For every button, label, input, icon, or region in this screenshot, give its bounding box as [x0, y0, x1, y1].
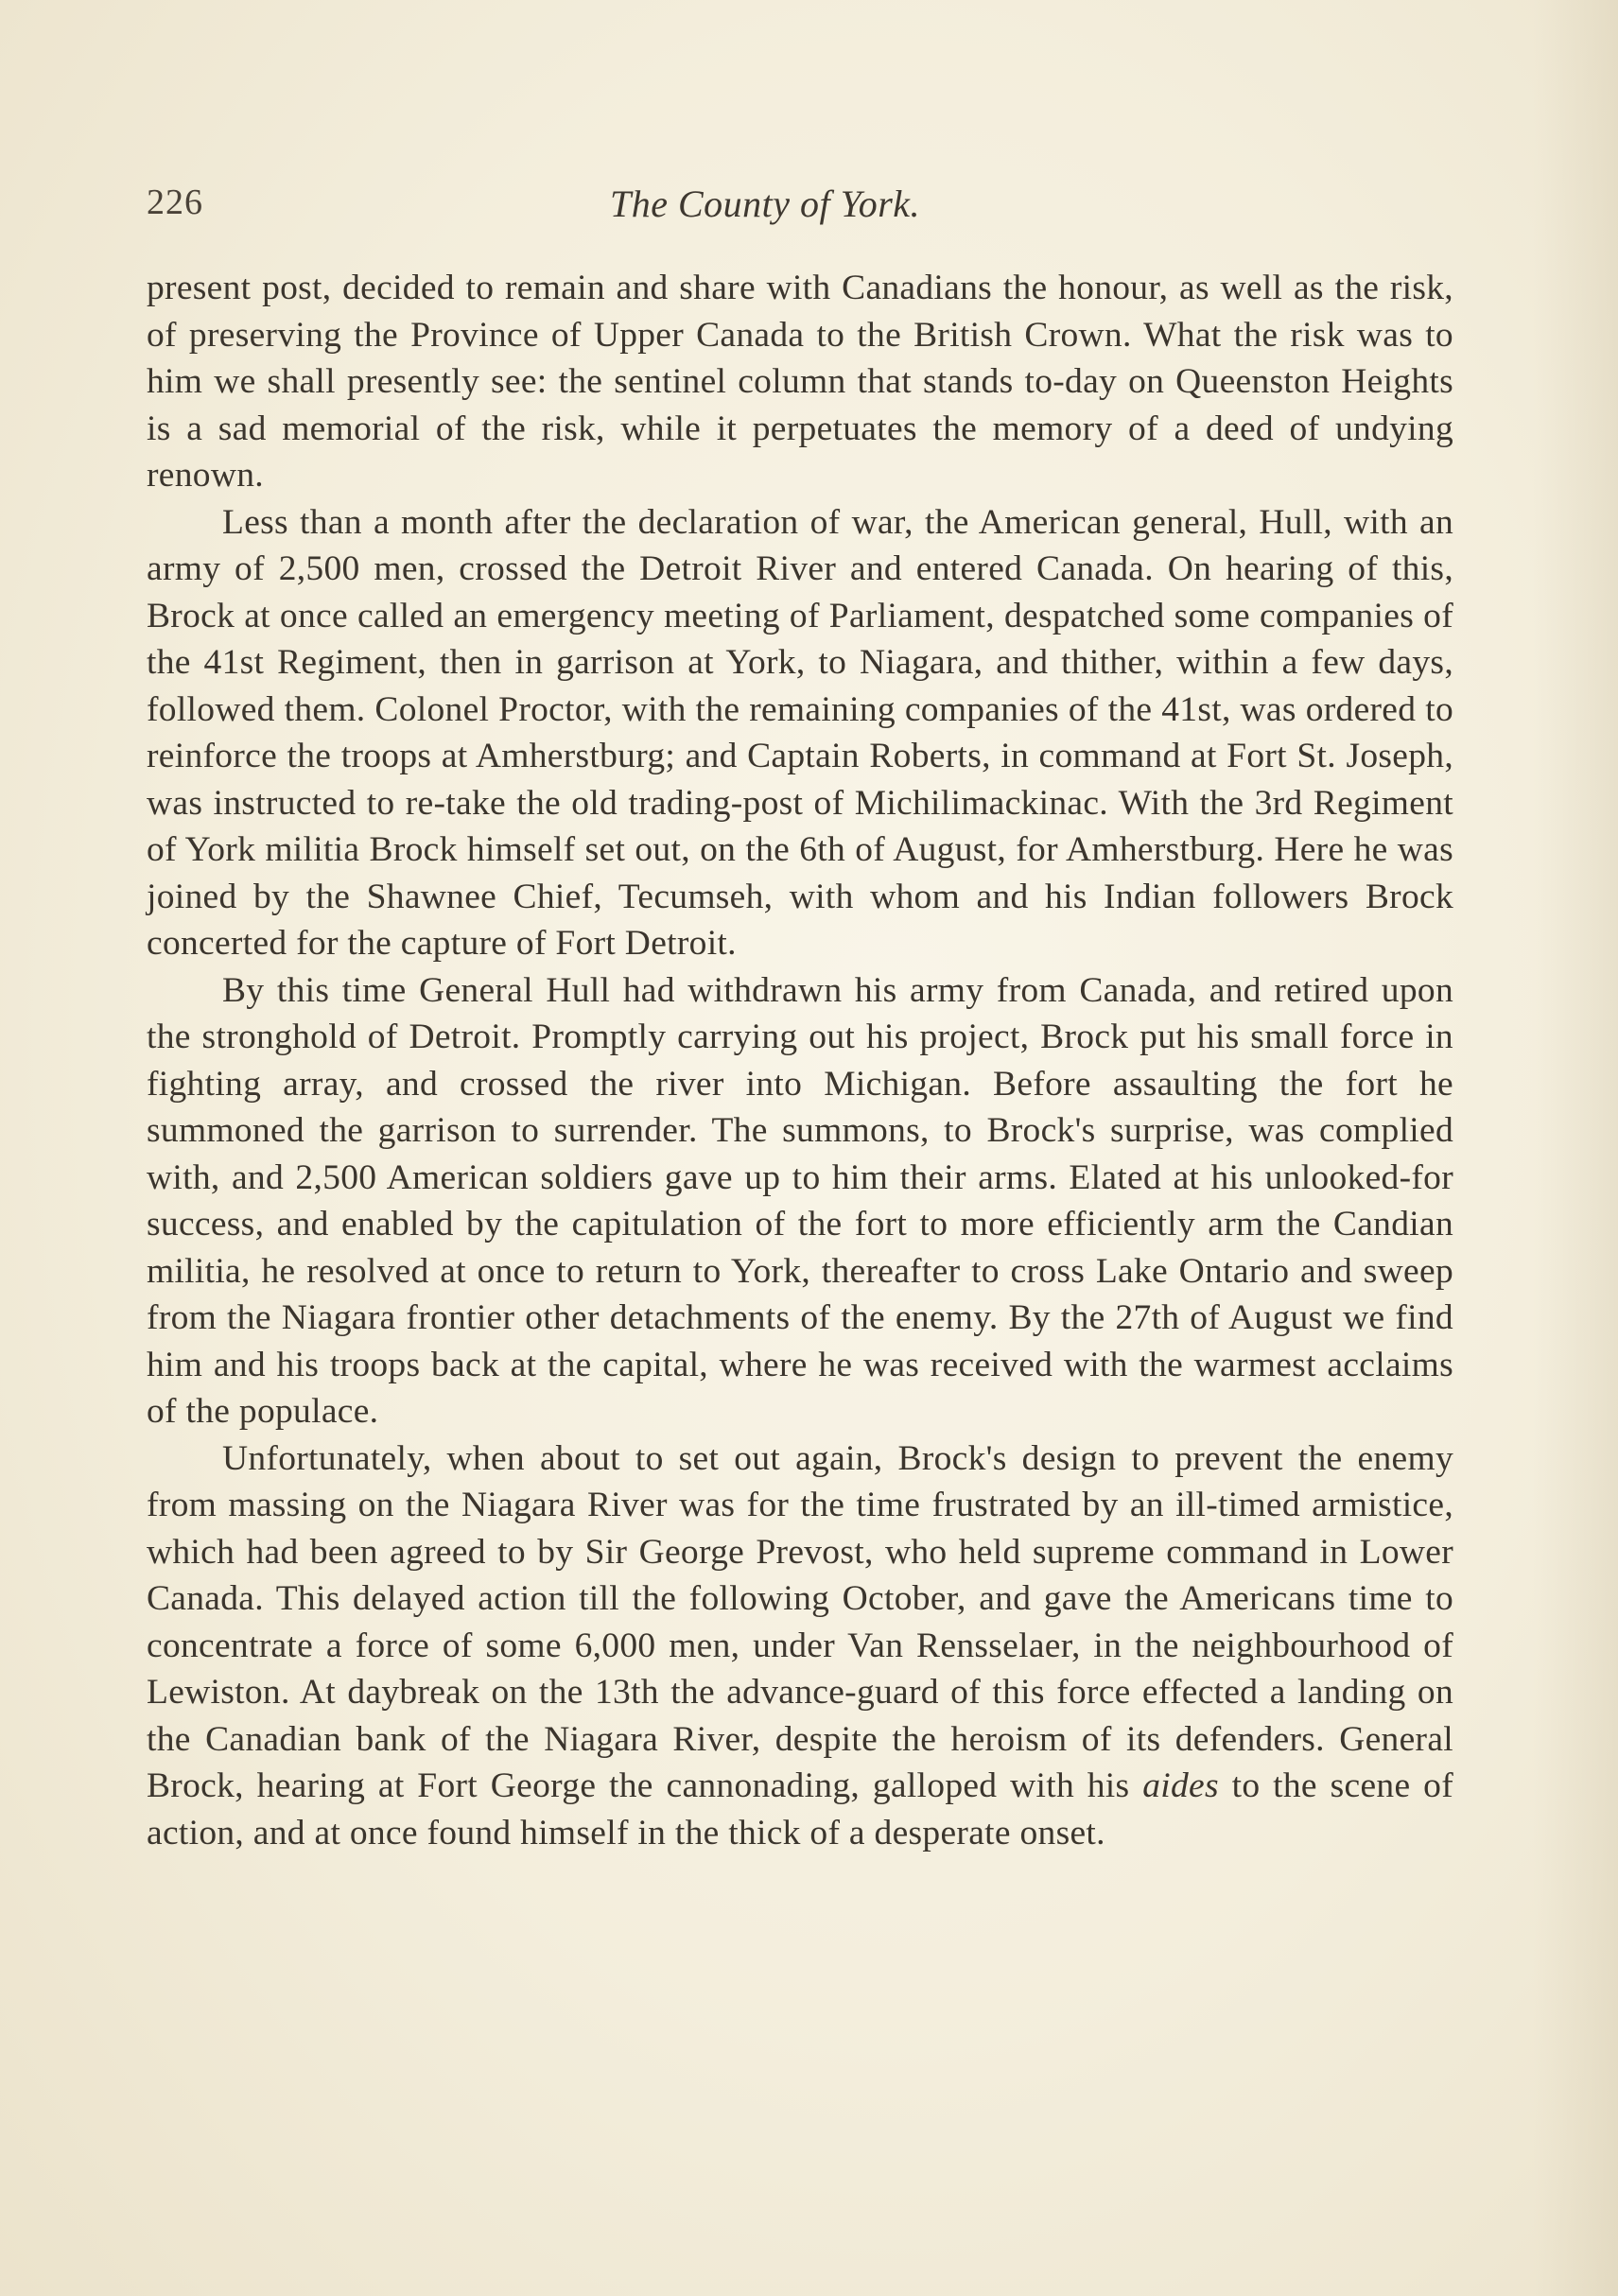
body-text — [147, 265, 1453, 1856]
running-title: The County of York. — [610, 183, 921, 225]
italic-word-aides: aides — [1142, 1766, 1219, 1805]
paragraph-4-text-before: Unfortunately, when about to set out again, Brock's design to prevent the enemy from massing on the Niagara River was for the time frustrated by an ill-timed armistice, which had been agreed to by Sir George Prevost, who held supreme command in Lower Canada. This delayed action till the following October, and gave the Americans time to concentrate a force of some 6,000 men, under Van Rensselaer, in the neighbourhood of Lewiston. At daybreak on the 13th the advance-guard of this force effected a landing on the Canadian bank of the Niagara River, despite the heroism of its defenders. General Brock, hearing at Fort George the cannonading, galloped with his — [147, 1438, 1453, 1805]
page-edge-shading — [1533, 0, 1618, 2296]
paragraph-3: By this time General Hull had withdrawn his army from Canada, and retired upon the stronghold of Detroit. Promptly carrying out his project, Brock put his small force in fighting array, and crossed the river into Michigan. Before assaulting the fort he summoned the garrison to surrender. The summons, to Brock's surprise, was complied with, and 2,500 American soldiers gave up to him their arms. Elated at his unlooked-for success, and enabled by the capitulation of the fort to more efficiently arm the Candian militia, he resolved at once to return to York, thereafter to cross Lake Ontario and sweep from the Niagara frontier other detachments of the enemy. By the 27th of August we find him and his troops back at the capital, where he was received with the warmest acclaims of the populace. — [147, 970, 1453, 1431]
paragraph-4 — [147, 1435, 1453, 1857]
page-number: 226 — [147, 183, 203, 222]
paragraph-2: Less than a month after the declaration of war, the American general, Hull, with an army of 2,500 men, crossed the Detroit River and entered Canada. On hearing of this, Brock at once called an emergency meeting of Parliament, despatched some companies of the 41st Regiment, then in garrison at York, to Niagara, and thither, within a few days, followed them. Colonel Proctor, with the remaining companies of the 41st, was ordered to reinforce the troops at Amherstburg; and Captain Roberts, in command at Fort St. Joseph, was instructed to re-take the old trading-post of Michilimackinac. With the 3rd Regiment of York militia Brock himself set out, on the 6th of August, for Amherstburg. Here he was joined by the Shawnee Chief, Tecumseh, with whom and his Indian followers Brock concerted for the capture of Fort Detroit. — [147, 502, 1453, 963]
paragraph-4-text-after: to the scene of action, and at once found himself in the thick of a desperate onset. — [147, 1766, 1453, 1852]
paragraph-1: present post, decided to remain and share with Canadians the honour, as well as the risk, of preserving the Province of Upper Canada to the British Crown. What the risk was to him we shall presently see: the sentinel column that stands to-day on Queenston Heights is a sad memorial of the risk, while it perpetuates the memory of a deed of undying renown. — [147, 269, 1453, 495]
page-header — [147, 182, 1452, 238]
